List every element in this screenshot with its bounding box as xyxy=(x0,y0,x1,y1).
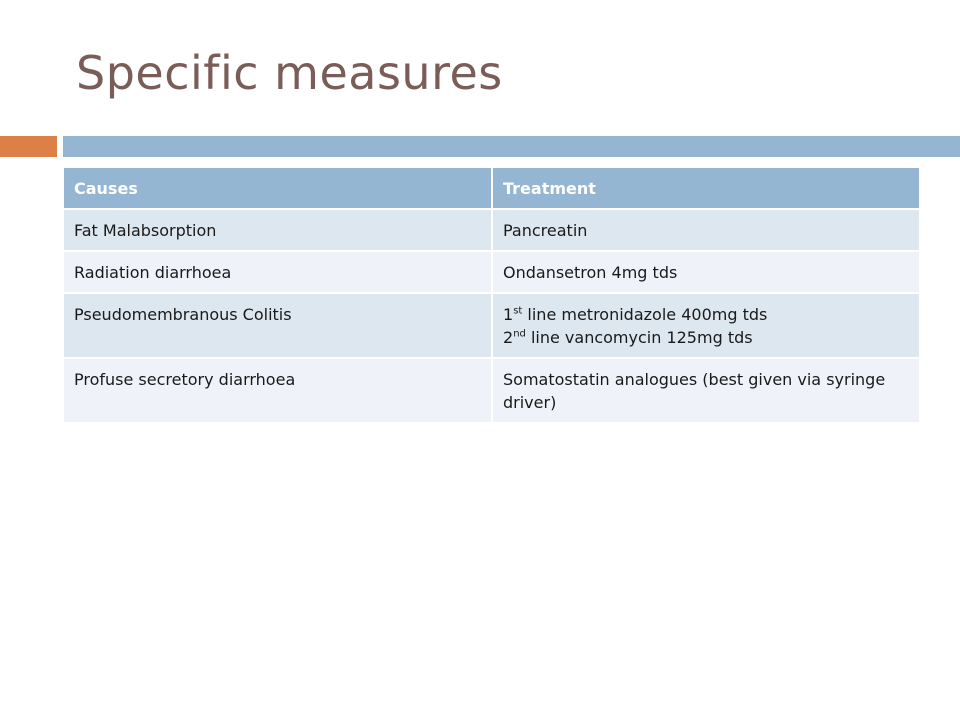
ordinal-number: 1 xyxy=(503,305,514,324)
treatment-line-text: line metronidazole 400mg tds xyxy=(522,305,768,324)
treatment-cell: Somatostatin analogues (best given via syringe driver) xyxy=(492,358,920,423)
cause-cell: Radiation diarrhoea xyxy=(64,251,492,293)
ordinal-number: 2 xyxy=(503,328,514,347)
accent-bar-orange xyxy=(0,136,57,157)
accent-bar-blue xyxy=(63,136,960,157)
treatment-cell: Ondansetron 4mg tds xyxy=(492,251,920,293)
treatment-line-first xyxy=(503,303,909,326)
cause-cell: Fat Malabsorption xyxy=(64,209,492,251)
ordinal-suffix: nd xyxy=(513,328,526,340)
treatment-line-second xyxy=(503,326,909,349)
ordinal-suffix: st xyxy=(513,305,523,317)
cause-cell: Pseudomembranous Colitis xyxy=(64,293,492,358)
treatment-cell xyxy=(492,293,920,358)
treatment-cell: Pancreatin xyxy=(492,209,920,251)
header-treatment: Treatment xyxy=(492,168,920,209)
treatment-line-text: line vancomycin 125mg tds xyxy=(525,328,753,347)
table-row xyxy=(64,293,920,358)
table-header-row xyxy=(64,168,920,209)
table-row xyxy=(64,251,920,293)
table-row xyxy=(64,358,920,423)
table-row xyxy=(64,209,920,251)
header-causes: Causes xyxy=(64,168,492,209)
measures-table xyxy=(64,168,921,424)
cause-cell: Profuse secretory diarrhoea xyxy=(64,358,492,423)
slide-title: Specific measures xyxy=(76,46,503,100)
